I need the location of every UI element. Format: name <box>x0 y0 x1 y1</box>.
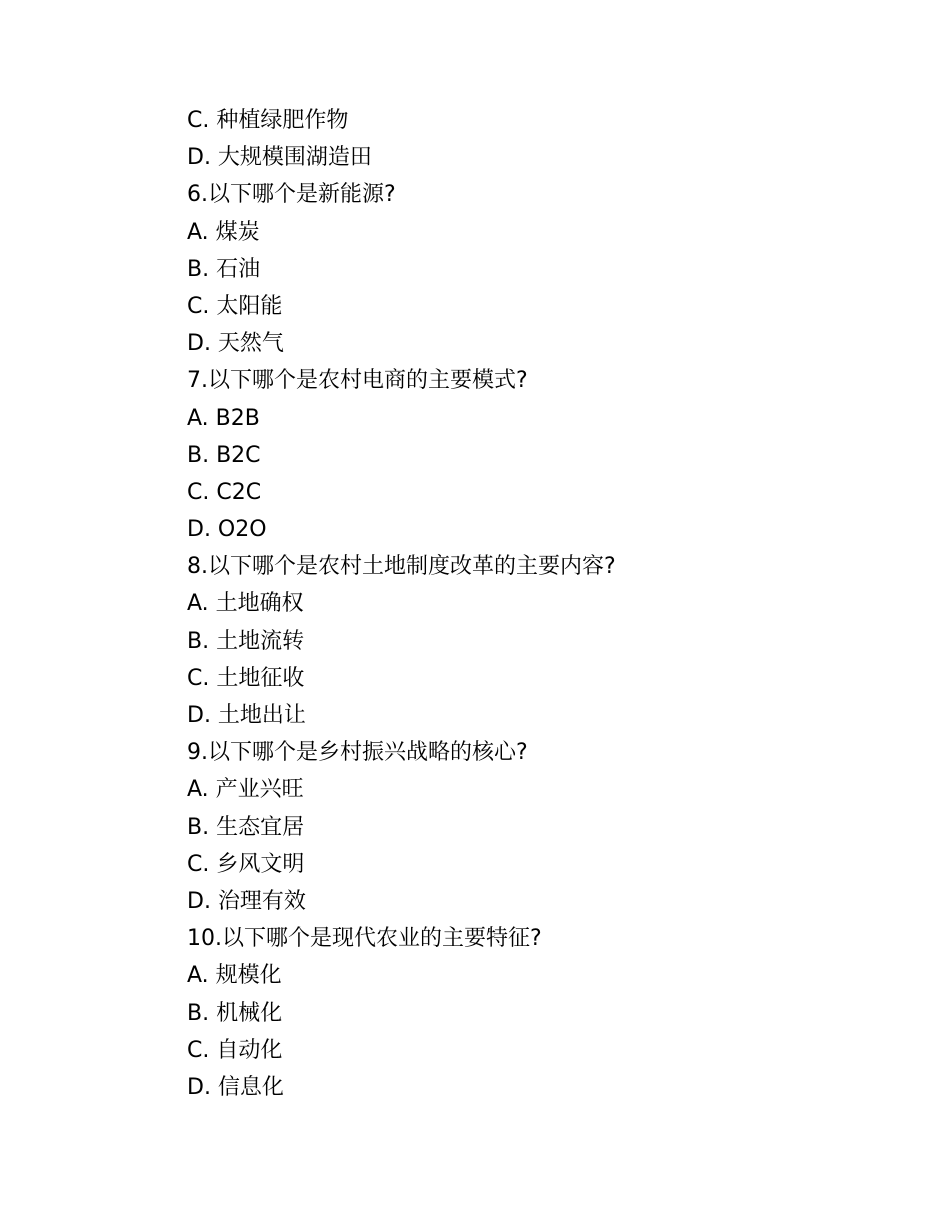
question-10-option-c: C. 自动化 <box>187 1037 283 1063</box>
question-10-option-d: D. 信息化 <box>187 1074 284 1100</box>
question-6-option-c: C. 太阳能 <box>187 293 283 319</box>
question-9-option-a: A. 产业兴旺 <box>187 777 304 803</box>
question-9-option-d: D. 治理有效 <box>187 888 306 914</box>
question-6-option-b: B. 石油 <box>187 256 261 282</box>
question-8-option-a: A. 土地确权 <box>187 591 304 617</box>
question-7-option-c: C. C2C <box>187 479 262 505</box>
question-10-option-b: B. 机械化 <box>187 1000 283 1026</box>
question-5-option-d: D. 大规模围湖造田 <box>187 145 372 171</box>
question-5-option-c: C. 种植绿肥作物 <box>187 108 349 133</box>
question-6-option-d: D. 天然气 <box>187 331 284 357</box>
question-7-option-d: D. O2O <box>187 517 267 543</box>
question-8-text: 8.以下哪个是农村土地制度改革的主要内容? <box>187 554 616 580</box>
question-10-option-a: A. 规模化 <box>187 963 282 989</box>
question-8-option-d: D. 土地出让 <box>187 703 306 728</box>
question-6-option-a: A. 煤炭 <box>187 219 260 245</box>
question-8-option-c: C. 土地征收 <box>187 665 305 691</box>
question-6-text: 6.以下哪个是新能源? <box>187 182 396 208</box>
question-9-text: 9.以下哪个是乡村振兴战略的核心? <box>187 740 528 766</box>
question-7-option-b: B. B2C <box>187 442 261 468</box>
question-7-text: 7.以下哪个是农村电商的主要模式? <box>187 368 528 394</box>
question-9-option-c: C. 乡风文明 <box>187 851 305 877</box>
question-7-option-a: A. B2B <box>187 405 260 431</box>
question-8-option-b: B. 土地流转 <box>187 628 305 654</box>
question-9-option-b: B. 生态宜居 <box>187 814 305 840</box>
document-body <box>187 102 887 1106</box>
question-10-text: 10.以下哪个是现代农业的主要特征? <box>187 926 542 952</box>
